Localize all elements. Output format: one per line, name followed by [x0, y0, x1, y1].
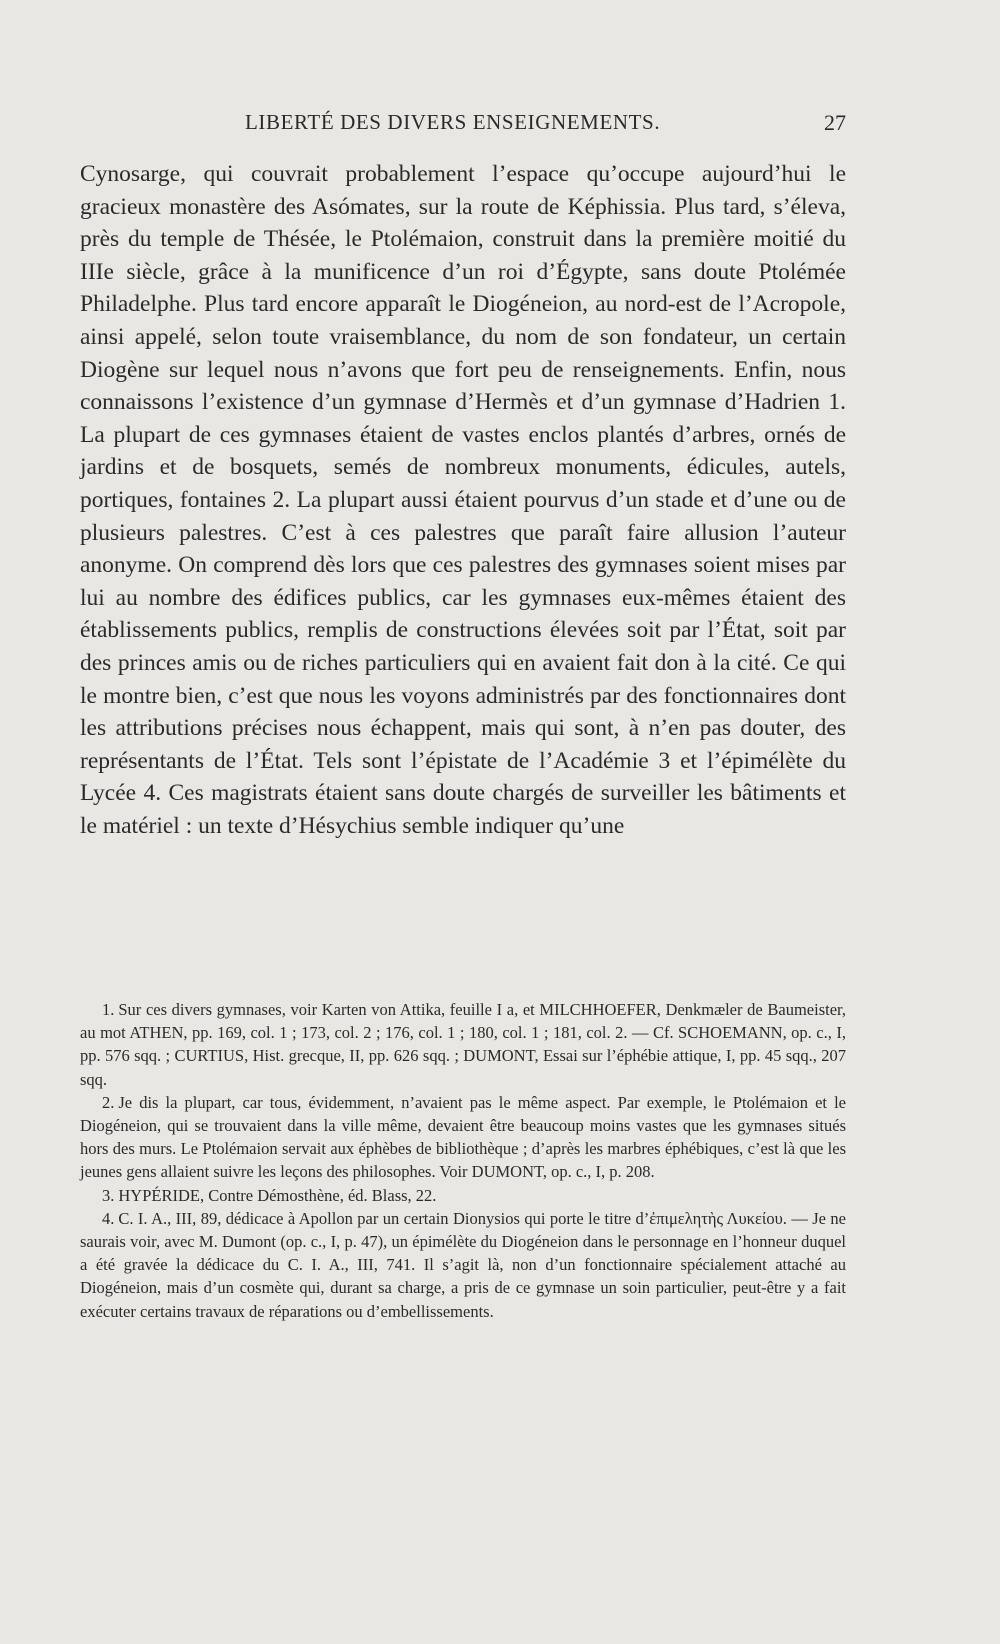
- footnote-2: [80, 1091, 846, 1184]
- footnote-text: Sur ces divers gymnases, voir Karten von Attika, feuille I a, et MILCHHOEFER, Denkmæler de Baumeister, au mot ATHEN, pp. 169, col. 1 ; 173, col. 2 ; 176, col. 1 ; 180, col. 1 ; 181, col. 2. — Cf. SCHOEMANN, op. c., I, pp. 576 sqq. ; CURTIUS, Hist. grecque, II, pp. 626 sqq. ; DUMONT, Essai sur l’éphébie attique, I, pp. 45 sqq., 207 sqq.: [80, 1000, 846, 1089]
- footnote-3: [80, 1184, 846, 1207]
- footnote-4: [80, 1207, 846, 1323]
- footnote-text: C. I. A., III, 89, dédicace à Apollon par un certain Dionysios qui porte le titre d’ἐπιμελητὴς Λυκείου. — Je ne saurais voir, avec M. Dumont (op. c., I, p. 47), un épimélète du Diogéneion dans le personnage en l’honneur duquel a été gravée la dédicace du C. I. A., III, 741. Il s’agit là, non d’un fonctionnaire spécialement attaché au Diogéneion, mais d’un cosmète qui, durant sa charge, a pris de ce gymnase un soin particulier, peut-être y a fait exécuter certains travaux de réparations ou d’embellissements.: [80, 1208, 846, 1321]
- footnote-text: HYPÉRIDE, Contre Démosthène, éd. Blass, 22.: [118, 1185, 437, 1205]
- footnote-1: [80, 998, 846, 1091]
- footnote-number: 1.: [102, 1000, 115, 1019]
- footnote-text: Je dis la plupart, car tous, évidemment, n’avaient pas le même aspect. Par exemple, le Ptolémaion et le Diogéneion, qui se trouvaient dans la ville même, devaient être beaucoup moins vastes que les gymnases situés hors des murs. Le Ptolémaion servait aux éphèbes de bibliothèque ; d’après les marbres éphébiques, c’est là que les jeunes gens allaient suivre les leçons des philosophes. Voir DUMONT, op. c., I, p. 208.: [80, 1092, 846, 1182]
- page-header: [80, 110, 846, 140]
- footnote-number: 4.: [102, 1208, 115, 1228]
- footnotes: [80, 998, 846, 1323]
- body-paragraph: Cynosarge, qui couvrait probablement l’espace qu’occupe aujourd’hui le gracieux monastère des Asómates, sur la route de Képhissia. Plus tard, s’éleva, près du temple de Thésée, le Ptolémaion, construit dans la première moitié du IIIe siècle, grâce à la munificence d’un roi d’Égypte, sans doute Ptolémée Philadelphe. Plus tard encore apparaît le Diogéneion, au nord-est de l’Acropole, ainsi appelé, selon toute vraisemblance, du nom de son fondateur, un certain Diogène sur lequel nous n’avons que fort peu de renseignements. Enfin, nous connaissons l’existence d’un gymnase d’Hermès et d’un gymnase d’Hadrien 1. La plupart de ces gymnases étaient de vastes enclos plantés d’arbres, ornés de jardins et de bosquets, semés de nombreux monuments, édicules, autels, portiques, fontaines 2. La plupart aussi étaient pourvus d’un stade et d’une ou de plusieurs palestres. C’est à ces palestres que paraît faire allusion l’auteur anonyme. On comprend dès lors que ces palestres des gymnases soient mises par lui au nombre des édifices publics, car les gymnases eux-mêmes étaient des établissements publics, remplis de constructions élevées soit par l’État, soit par des princes amis ou de riches particuliers qui en avaient fait don à la cité. Ce qui le montre bien, c’est que nous les voyons administrés par des fonctionnaires dont les attributions précises nous échappent, mais qui sont, à n’en pas douter, des représentants de l’État. Tels sont l’épistate de l’Académie 3 et l’épimélète du Lycée 4. Ces magistrats étaient sans doute chargés de surveiller les bâtiments et le matériel : un texte d’Hésychius semble indiquer qu’une: [80, 161, 846, 839]
- main-text: [80, 158, 846, 842]
- footnote-number: 2.: [102, 1092, 115, 1112]
- running-title: LIBERTÉ DES DIVERS ENSEIGNEMENTS.: [245, 110, 661, 134]
- page-number: 27: [824, 110, 846, 135]
- footnote-number: 3.: [102, 1185, 115, 1205]
